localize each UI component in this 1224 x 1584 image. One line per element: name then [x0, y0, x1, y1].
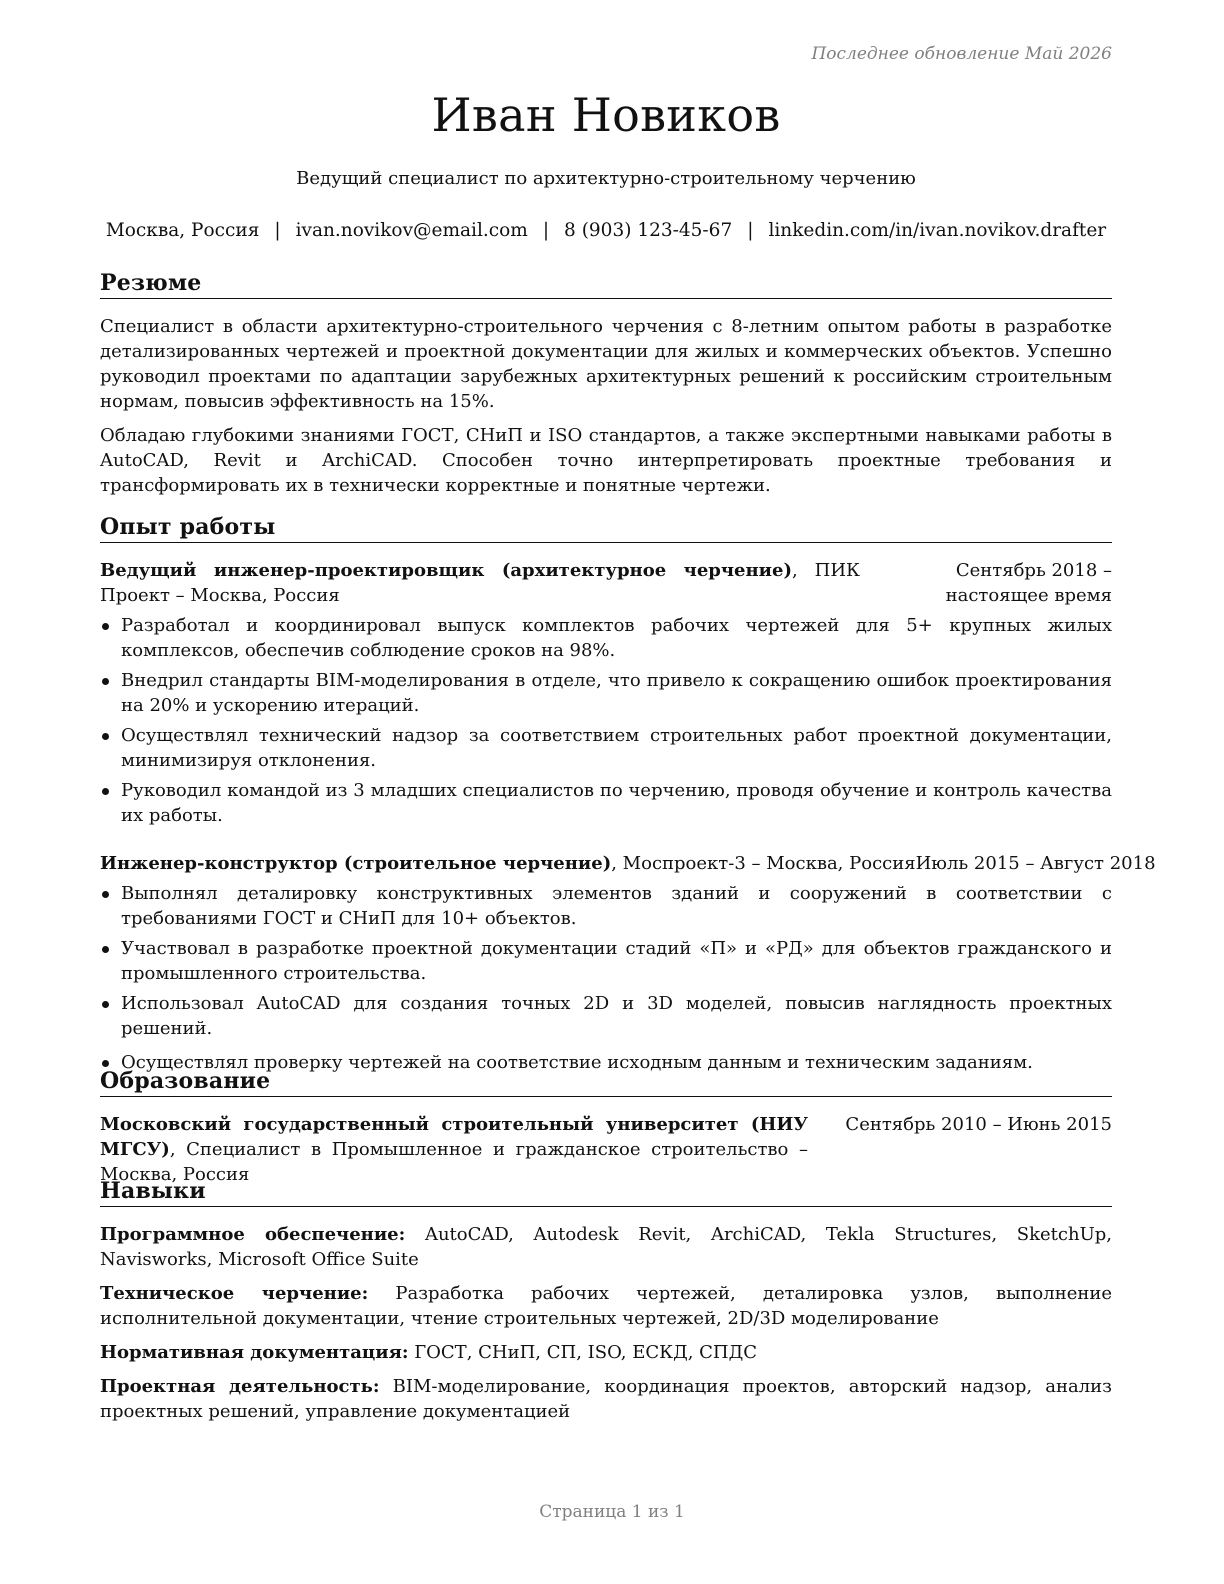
education-entry: [100, 1112, 1112, 1187]
job-role: Ведущий инженер-проектировщик (архитектурное черчение): [100, 560, 792, 581]
last-updated: Последнее обновление Май 2026: [811, 44, 1112, 64]
contact-separator: |: [542, 220, 550, 241]
job-bullets: [100, 613, 1112, 828]
skill-row: [100, 1340, 1112, 1365]
skill-value: ГОСТ, СНиП, СП, ISO, ЕСКД, СПДС: [408, 1342, 758, 1363]
section-title: Образование: [100, 1068, 1112, 1097]
skill-label: Нормативная документация:: [100, 1342, 409, 1363]
job-title: Ведущий специалист по архитектурно-строительному черчению: [296, 168, 916, 189]
list-item: Использовал AutoCAD для создания точных 2D и 3D моделей, повысив наглядность проектных решений.: [100, 991, 1112, 1041]
summary-paragraph: Обладаю глубокими знаниями ГОСТ, СНиП и ISO стандартов, а также экспертными навыками работы в AutoCAD, Revit и ArchiCAD. Способен точно интерпретировать проектные требования и трансформировать их в технически корректные и понятные чертежи.: [100, 425, 1112, 496]
skill-row: [100, 1222, 1112, 1272]
contact-linkedin[interactable]: linkedin.com/in/ivan.novikov.drafter: [768, 220, 1107, 241]
contact-separator: |: [747, 220, 754, 241]
job-company: , ПИК Проект – Москва, Россия: [100, 560, 860, 606]
job-entry: [100, 558, 1112, 828]
job-dates: Сентябрь 2018 – настоящее время: [945, 560, 1112, 606]
contact-phone[interactable]: 8 (903) 123-45-67: [564, 220, 733, 241]
job-header: [100, 851, 1156, 876]
section-title: Опыт работы: [100, 514, 1112, 543]
list-item: Внедрил стандарты BIM-моделирования в отделе, что привело к сокращению ошибок проектирования на 20% и ускорению итераций.: [100, 668, 1112, 718]
job-bullets: [100, 881, 1112, 1075]
education-dates: Сентябрь 2010 – Июнь 2015: [845, 1114, 1112, 1135]
skill-value: Разработка рабочих чертежей, деталировка узлов, выполнение исполнительной документации, чтение строительных чертежей, 2D/3D моделирование: [100, 1283, 1112, 1329]
bullet-icon: [102, 1060, 109, 1067]
job-header: [100, 558, 1112, 608]
skill-label: Техническое черчение:: [100, 1283, 369, 1304]
bullet-icon: [102, 891, 109, 898]
bullet-icon: [102, 678, 109, 685]
section-title: Резюме: [100, 270, 1112, 299]
skills-section: [100, 1178, 1112, 1424]
contact-location: Москва, Россия: [105, 220, 260, 241]
skill-label: Программное обеспечение:: [100, 1224, 406, 1245]
contact-line: [100, 220, 1112, 241]
list-item: Разработал и координировал выпуск комплектов рабочих чертежей для 5+ крупных жилых комплексов, обеспечив соблюдение сроков на 98%.: [100, 613, 1112, 663]
section-title: Навыки: [100, 1178, 1112, 1207]
list-item: Руководил командой из 3 младших специалистов по черчению, проводя обучение и контроль качества их работы.: [100, 778, 1112, 828]
education-school: Московский государственный строительный университет (НИУ МГСУ): [100, 1114, 808, 1160]
education-details: , Специалист в Промышленное и гражданское строительство – Москва, Россия: [100, 1139, 808, 1185]
list-item: Выполнял деталировку конструктивных элементов зданий и сооружений в соответствии с требованиями ГОСТ и СНиП для 10+ объектов.: [100, 881, 1112, 931]
contact-email[interactable]: ivan.novikov@email.com: [295, 220, 528, 241]
skill-row: [100, 1374, 1112, 1424]
job-role: Инженер-конструктор (строительное черчение): [100, 853, 612, 874]
summary-section: [100, 270, 1112, 498]
bullet-icon: [102, 623, 109, 630]
bullet-icon: [102, 733, 109, 740]
contact-separator: |: [274, 220, 281, 241]
experience-section: [100, 514, 1156, 1075]
bullet-icon: [102, 788, 109, 795]
job-dates: Июль 2015 – Август 2018: [915, 853, 1156, 874]
skill-row: [100, 1281, 1112, 1331]
education-section: [100, 1068, 1112, 1187]
skill-value: BIM-моделирование, координация проектов, авторский надзор, анализ проектных решений, управление документацией: [100, 1376, 1112, 1422]
job-company: , Моспроект-3 – Москва, Россия: [611, 853, 916, 874]
bullet-icon: [102, 946, 109, 953]
job-entry: [100, 851, 1156, 1075]
list-item: Осуществлял технический надзор за соответствием строительных работ проектной документации, минимизируя отклонения.: [100, 723, 1112, 773]
skill-label: Проектная деятельность:: [100, 1376, 380, 1397]
skill-value: AutoCAD, Autodesk Revit, ArchiCAD, Tekla Structures, SketchUp, Navisworks, Microsoft Office Suite: [100, 1224, 1112, 1270]
page-number: Страница 1 из 1: [539, 1502, 685, 1522]
bullet-icon: [102, 1001, 109, 1008]
list-item: Участвовал в разработке проектной документации стадий «П» и «РД» для объектов гражданского и промышленного строительства.: [100, 936, 1112, 986]
list-item: Осуществлял проверку чертежей на соответствие исходным данным и техническим заданиям.: [100, 1050, 1112, 1075]
summary-paragraph: Специалист в области архитектурно-строительного черчения с 8-летним опытом работы в разработке детализированных чертежей и проектной документации для жилых и коммерческих объектов. Успешно руководил проектами по адаптации зарубежных архитектурных решений к российским строительным нормам, повысив эффективность на 15%.: [100, 316, 1112, 412]
candidate-name: Иван Новиков: [431, 88, 781, 142]
